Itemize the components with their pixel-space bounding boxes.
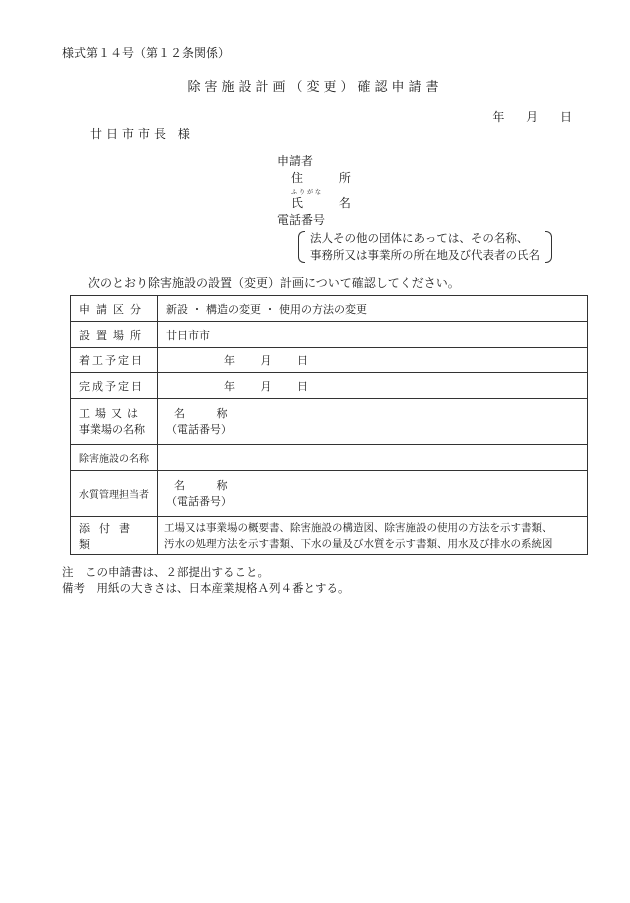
footer-note: 注 この申請書は、２部提出すること。: [62, 565, 269, 579]
row-label: 申請区分: [71, 296, 158, 322]
installation-location-value[interactable]: 廿日市市: [158, 322, 588, 348]
row-label: [71, 399, 158, 445]
row-label-line2: 事業場の名称: [79, 422, 145, 436]
facility-name-value[interactable]: [158, 445, 588, 471]
applicant-block: [277, 153, 367, 229]
row-label-line1: 工場又は: [79, 406, 143, 420]
factory-name-value[interactable]: [158, 399, 588, 445]
phone-label: 電話番号: [277, 213, 326, 227]
table-row: [71, 348, 588, 373]
row-label: 水質管理担当者: [71, 471, 158, 517]
completion-date-value[interactable]: 年 月 日: [158, 373, 588, 399]
bracket-right: [545, 231, 552, 263]
name-label: 氏 名: [291, 196, 367, 210]
corporation-note-line2: 事務所又は事業所の所在地及び代表者の氏名: [310, 248, 540, 262]
value-line2: （電話番号）: [166, 422, 232, 436]
furigana-label: ふりがな: [291, 189, 324, 196]
row-label: 設置場所: [71, 322, 158, 348]
table-row: [71, 322, 588, 348]
address-label: 住 所: [291, 171, 367, 185]
submission-date: 年 月 日: [492, 110, 572, 124]
value-line2: （電話番号）: [166, 494, 232, 508]
form-number: 様式第１４号（第１２条関係）: [62, 46, 231, 60]
value-line1: 工場又は事業場の概要書、除害施設の構造図、除害施設の使用の方法を示す書類、: [164, 521, 553, 534]
row-label: 着工予定日: [71, 348, 158, 373]
addressee: 廿日市市長 様: [90, 127, 194, 141]
table-row: [71, 445, 588, 471]
bracket-left: [298, 231, 305, 263]
value-line1: 名 称: [174, 478, 242, 492]
applicant-label: 申請者: [277, 154, 314, 168]
corporation-note: [298, 230, 552, 264]
water-quality-manager-value[interactable]: [158, 471, 588, 517]
table-row: [71, 373, 588, 399]
row-label: 完成予定日: [71, 373, 158, 399]
table-row: [71, 517, 588, 555]
lead-text: 次のとおり除害施設の設置（変更）計画について確認してください。: [88, 276, 460, 290]
construction-start-date-value[interactable]: 年 月 日: [158, 348, 588, 373]
table-row: [71, 399, 588, 445]
row-label: 除害施設の名称: [71, 445, 158, 471]
application-category-value[interactable]: 新設 ・ 構造の変更 ・ 使用の方法の変更: [158, 296, 588, 322]
application-table: [70, 295, 588, 555]
attachments-value: [158, 517, 588, 555]
footer-remark: 備考 用紙の大きさは、日本産業規格Ａ列４番とする。: [62, 581, 350, 595]
row-label: 添付書類: [71, 517, 158, 555]
table-row: [71, 471, 588, 517]
value-line1: 名 称: [174, 406, 242, 420]
value-line2: 汚水の処理方法を示す書類、下水の量及び水質を示す書類、用水及び排水の系統図: [164, 537, 553, 550]
corporation-note-line1: 法人その他の団体にあっては、その名称、: [310, 231, 529, 245]
table-row: [71, 296, 588, 322]
document-title: 除害施設計画（変更）確認申請書: [187, 80, 443, 95]
